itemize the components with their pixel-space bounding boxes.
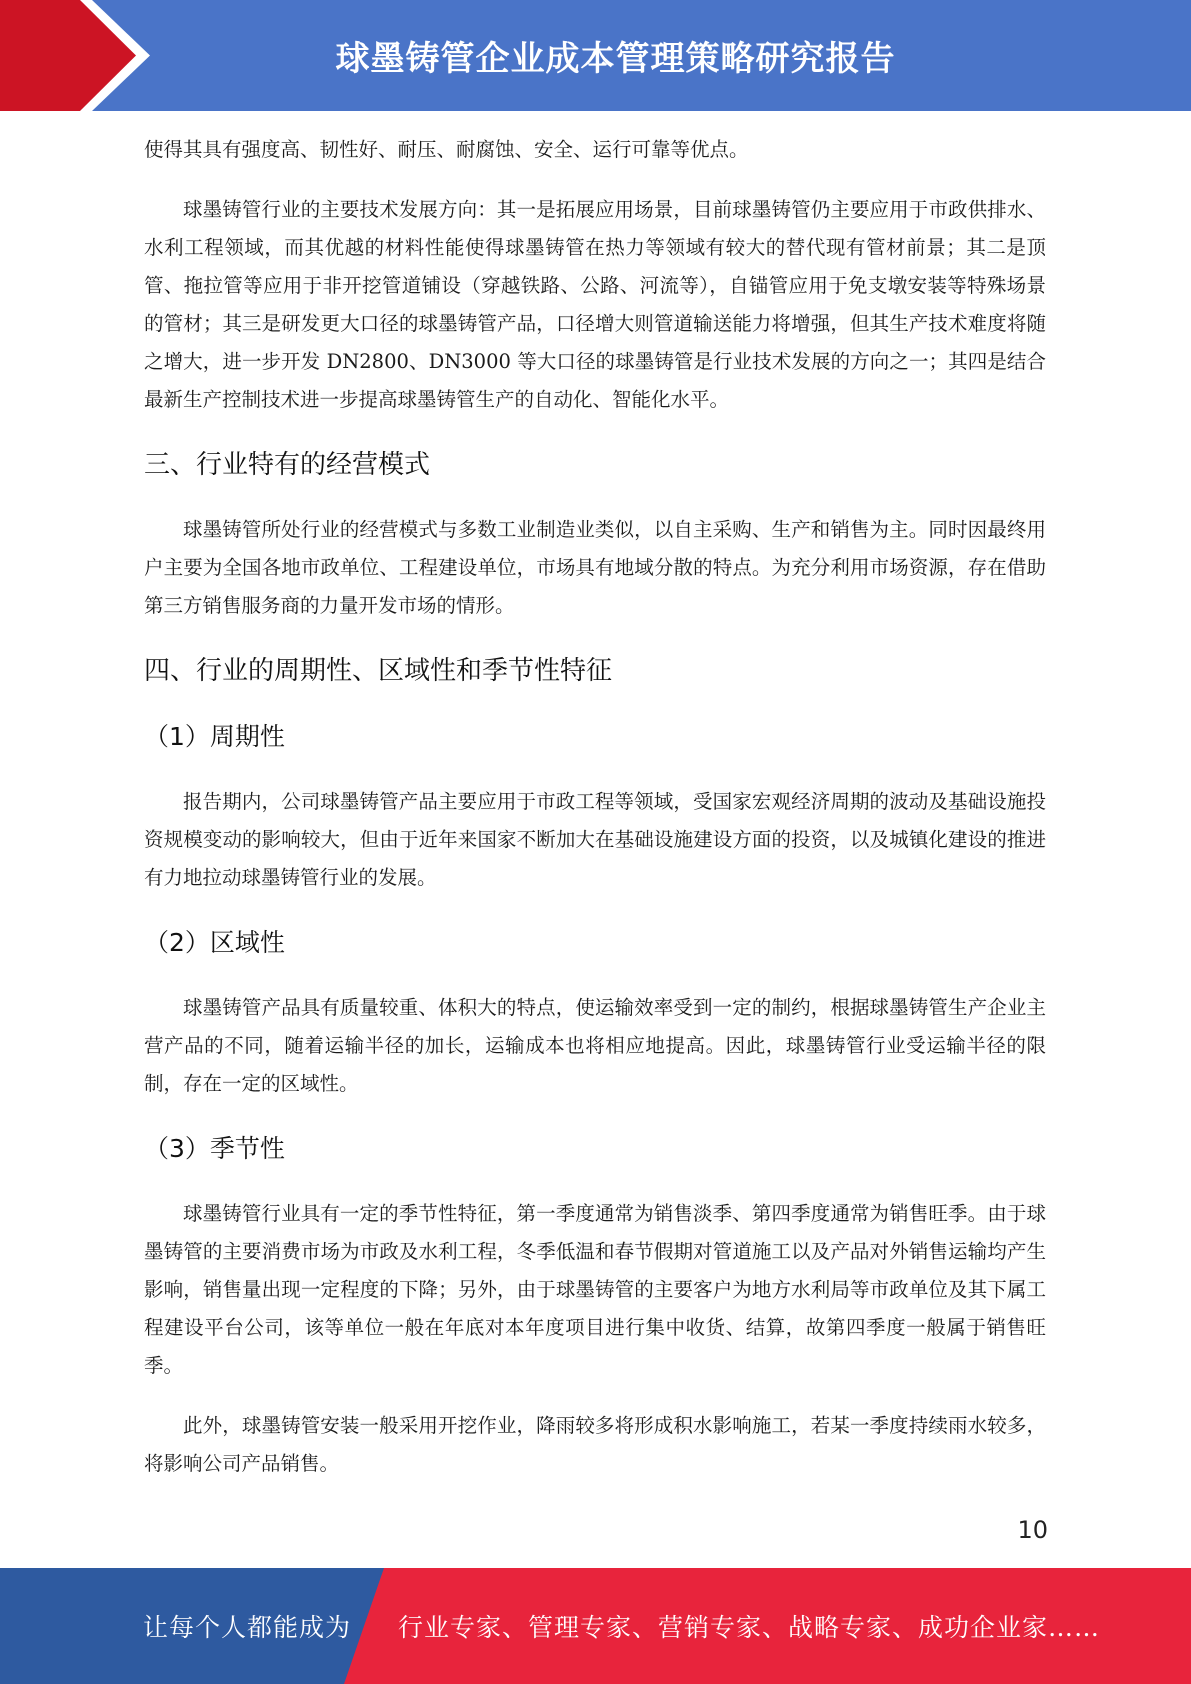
paragraph: 此外，球墨铸管安装一般采用开挖作业，降雨较多将形成积水影响施工，若某一季度持续雨水较多，将影响公司产品销售。 bbox=[144, 1414, 1046, 1475]
page-footer bbox=[0, 1568, 1191, 1684]
section-heading: 四、行业的周期性、区域性和季节性特征 bbox=[144, 656, 613, 686]
chevron-decoration-icon bbox=[0, 0, 150, 111]
subsection-heading: （3）季节性 bbox=[144, 1134, 285, 1163]
footer-slogan-left: 让每个人都能成为 bbox=[143, 1613, 352, 1642]
page-number: 10 bbox=[1017, 1516, 1048, 1544]
report-title: 球墨铸管企业成本管理策略研究报告 bbox=[335, 39, 896, 79]
paragraph: 使得其具有强度高、韧性好、耐压、耐腐蚀、安全、运行可靠等优点。 bbox=[144, 138, 749, 161]
footer-slogan-right: 行业专家、管理专家、营销专家、战略专家、成功企业家…… bbox=[398, 1613, 1101, 1642]
page-header bbox=[0, 0, 1191, 111]
paragraph: 球墨铸管产品具有质量较重、体积大的特点，使运输效率受到一定的制约，根据球墨铸管生产企业主营产品的不同，随着运输半径的加长，运输成本也将相应地提高。因此，球墨铸管行业受运输半径的限制，存在一定的区域性。 bbox=[144, 996, 1046, 1095]
document-body bbox=[144, 131, 1046, 1483]
paragraph: 报告期内，公司球墨铸管产品主要应用于市政工程等领域，受国家宏观经济周期的波动及基础设施投资规模变动的影响较大，但由于近年来国家不断加大在基础设施建设方面的投资，以及城镇化建设的推进有力地拉动球墨铸管行业的发展。 bbox=[144, 790, 1046, 889]
subsection-heading: （2）区域性 bbox=[144, 928, 285, 957]
subsection-heading: （1）周期性 bbox=[144, 722, 285, 751]
section-heading: 三、行业特有的经营模式 bbox=[144, 450, 431, 480]
paragraph: 球墨铸管所处行业的经营模式与多数工业制造业类似，以自主采购、生产和销售为主。同时因最终用户主要为全国各地市政单位、工程建设单位，市场具有地域分散的特点。为充分利用市场资源，存在借助第三方销售服务商的力量开发市场的情形。 bbox=[144, 518, 1046, 617]
paragraph: 球墨铸管行业的主要技术发展方向：其一是拓展应用场景，目前球墨铸管仍主要应用于市政供排水、水利工程领域，而其优越的材料性能使得球墨铸管在热力等领域有较大的替代现有管材前景；其二是顶管、拖拉管等应用于非开挖管道铺设（穿越铁路、公路、河流等），自锚管应用于免支墩安装等特殊场景的管材；其三是研发更大口径的球墨铸管产品，口径增大则管道输送能力将增强，但其生产技术难度将随之增大，进一步开发 DN2800、DN3000 等大口径的球墨铸管是行业技术发展的方向之一；其四是结合最新生产控制技术进一步提高球墨铸管生产的自动化、智能化水平。 bbox=[144, 198, 1046, 411]
paragraph: 球墨铸管行业具有一定的季节性特征，第一季度通常为销售淡季、第四季度通常为销售旺季。由于球墨铸管的主要消费市场为市政及水利工程，冬季低温和春节假期对管道施工以及产品对外销售运输均产生影响，销售量出现一定程度的下降；另外，由于球墨铸管的主要客户为地方水利局等市政单位及其下属工程建设平台公司，该等单位一般在年底对本年度项目进行集中收货、结算，故第四季度一般属于销售旺季。 bbox=[144, 1202, 1046, 1377]
